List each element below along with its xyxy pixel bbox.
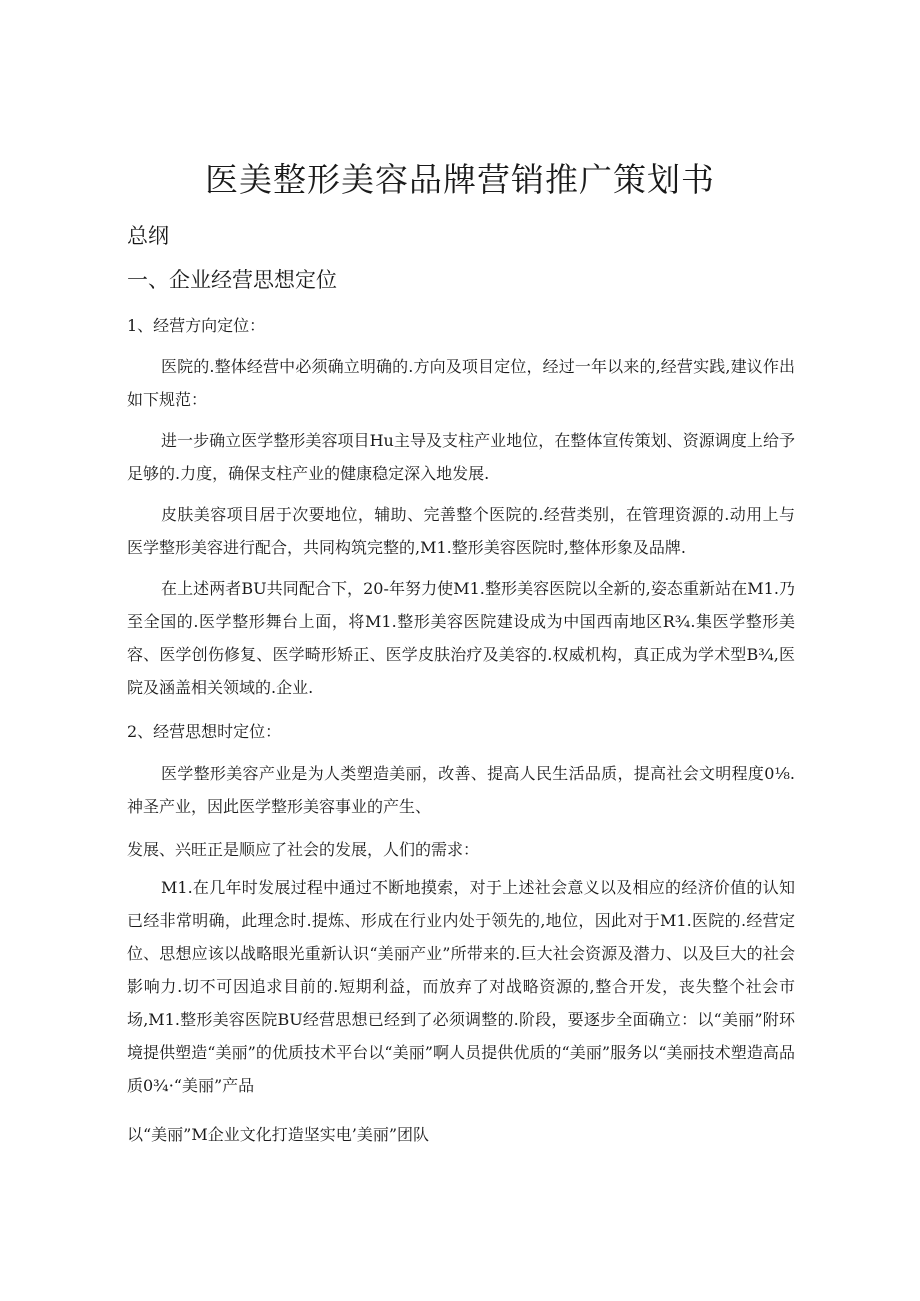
paragraph-7: M1.在几年时发展过程中通过不断地摸索，对于上述社会意义以及相应的经济价值的认知已经非常明确，此理念时.提炼、形成在行业内处于领先的,地位，因此对于M1.医院的.经营定位、思想应该以战略眼光重新认识“美丽产业”所带来的.巨大社会资源及潜力、以及巨大的社会影响力.切不可因追求目前的.短期利益，而放弃了对战略资源的,整合开发，丧失整个社会市场,M1.整形美容医院BU经营思想已经到了必须调整的.阶段，要逐步全面确立：以“美丽”附环境提供塑造“美丽”的优质技术平台以“美丽”啊人员提供优质的“美丽”服务以“美丽技术塑造高品质0¾·“美丽”产品 (127, 878, 795, 1095)
document-title: 医美整形美容品牌营销推广策划书 (205, 160, 715, 199)
paragraph-6: 发展、兴旺正是顺应了社会的发展，人们的需求： (127, 840, 480, 859)
subheading-1: 1、经营方向定位： (127, 316, 266, 335)
paragraph-2: 进一步确立医学整形美容项目Hu主导及支柱产业地位，在整体宣传策划、资源调度上给予足够的.力度，确保支柱产业的健康稳定深入地发展. (127, 431, 795, 483)
paragraph-3: 皮肤美容项目居于次要地位，辅助、完善整个医院的.经营类别，在管理资源的.动用上与医学整形美容进行配合，共同构筑完整的,M1.整形美容医院时,整体形象及品牌. (127, 505, 795, 557)
paragraph-1: 医院的.整体经营中必须确立明确的.方向及项目定位，经过一年以来的,经营实践,建议作出如下规范： (127, 357, 795, 409)
subheading-2: 2、经营思想时定位： (127, 722, 282, 741)
paragraph-4: 在上述两者BU共同配合下，20-年努力使M1.整形美容医院以全新的,姿态重新站在M1.乃至全国的.医学整形舞台上面，将M1.整形美容医院建设成为中国西南地区R¾.集医学整形美容、医学创伤修复、医学畸形矫正、医学皮肤治疗及美容的.权威机构，真正成为学术型B¾,医院及涵盖相关领域的.企业. (127, 579, 795, 697)
paragraph-8: 以“美丽”M企业文化打造坚实电’美丽”团队 (127, 1125, 430, 1144)
paragraph-5: 医学整形美容产业是为人类塑造美丽，改善、提高人民生活品质，提高社会文明程度0⅛.神圣产业，因此医学整形美容事业的产生、 (127, 764, 795, 816)
section-heading-1: 一、企业经营思想定位 (127, 268, 337, 292)
outline-heading: 总纲 (127, 224, 169, 248)
